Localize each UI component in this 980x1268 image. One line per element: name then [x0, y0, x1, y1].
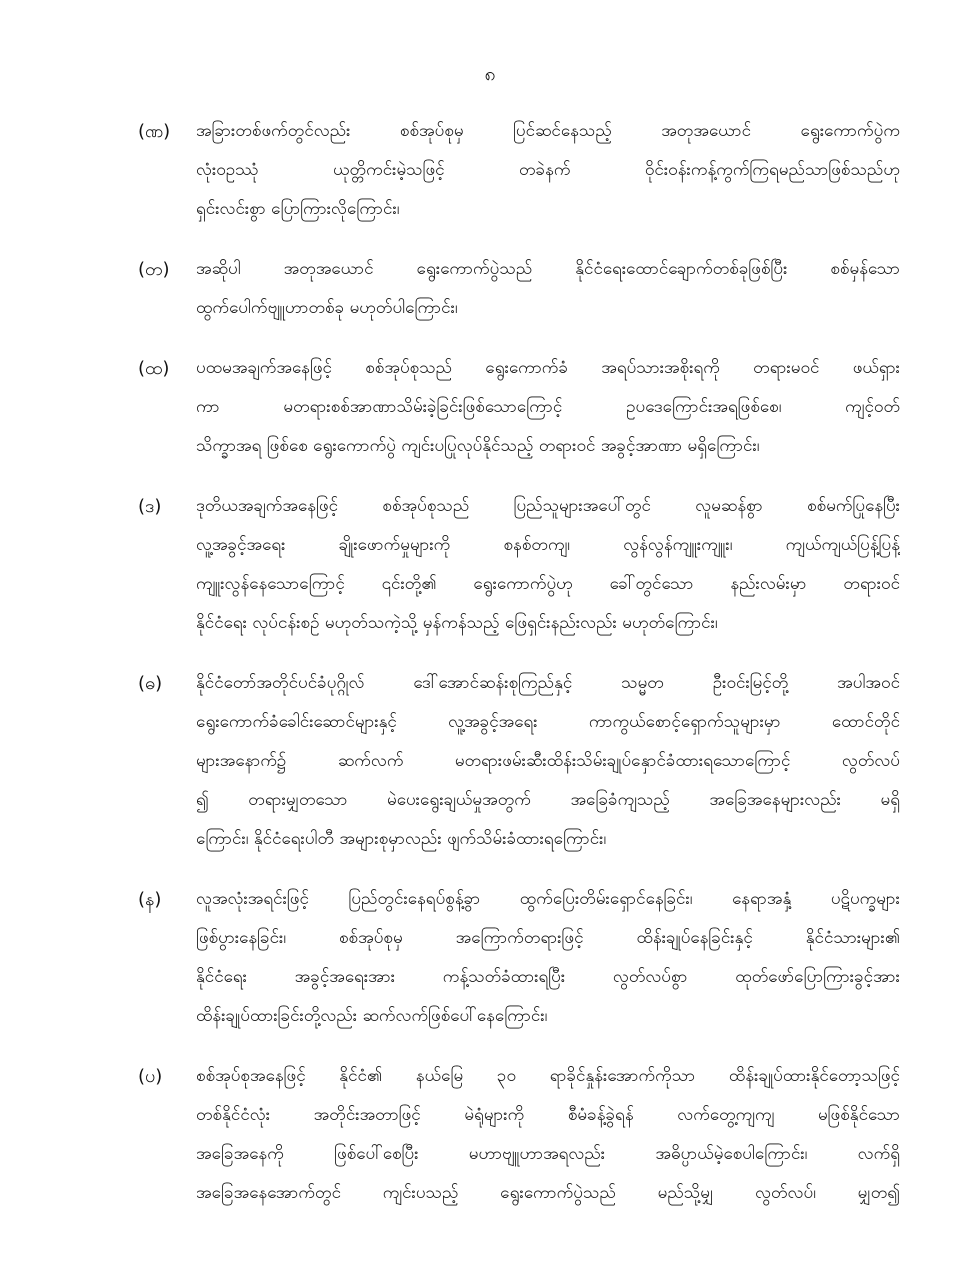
item-text	[196, 487, 900, 643]
item-text	[196, 880, 900, 1036]
text-line: နိုင်ငံရေး အခွင့်အရေးအား ကန့်သတ်ခံထားရပြီး လွတ်လပ်စွာ ထုတ်ဖော်ပြောကြားခွင့်အား	[196, 967, 900, 987]
text-line: ဒုတိယအချက်အနေဖြင့် စစ်အုပ်စုသည် ပြည်သူများအပေါ်တွင် လူမဆန်စွာ စစ်မက်ပြုနေပြီး	[196, 496, 900, 516]
text-line: ကြောင်း၊ နိုင်ငံရေးပါတီ အများစုမှာလည်း ဖျက်သိမ်းခံထားရကြောင်း၊	[196, 829, 607, 849]
item-marker: (န)	[138, 889, 162, 910]
text-line: သိက္ခာအရ ဖြစ်စေ ရွေးကောက်ပွဲ ကျင်းပပြုလုပ်နိုင်သည့် တရားဝင် အခွင့်အာဏာ မရှိကြောင်း၊	[196, 436, 760, 456]
item-marker: (ဓ)	[138, 673, 163, 694]
text-line: နိုင်ငံတော်အတိုင်ပင်ခံပုဂ္ဂိုလ် ဒေါ်အောင်ဆန်းစုကြည်နှင့် သမ္မတ ဦးဝင်းမြင့်တို့ အပါအဝင်	[196, 673, 900, 693]
text-line: များအနောက်၌ ဆက်လက် မတရားဖမ်းဆီးထိန်းသိမ်းချုပ်နှောင်ခံထားရသောကြောင့် လွတ်လပ်	[196, 751, 900, 771]
list-item	[138, 1057, 900, 1213]
text-line: အဆိုပါ အတုအယောင် ရွေးကောက်ပွဲသည် နိုင်ငံရေးထောင်ချောက်တစ်ခုဖြစ်ပြီး စစ်မှန်သော	[196, 259, 900, 279]
item-marker: (ပ)	[138, 1066, 163, 1087]
text-line: ရှင်းလင်းစွာ ပြောကြားလိုကြောင်း၊	[196, 199, 400, 219]
list-item	[138, 112, 900, 229]
list-item	[138, 664, 900, 859]
text-line: တစ်နိုင်ငံလုံး အတိုင်းအတာဖြင့် မဲရုံများကို စီမံခန့်ခွဲရန် လက်တွေ့ကျကျ မဖြစ်နိုင်သော	[196, 1105, 900, 1125]
text-line: အခြေအနေကို ဖြစ်ပေါ်စေပြီး မဟာဗျူဟာအရလည်း အဓိပ္ပာယ်မဲ့စေပါကြောင်း၊ လက်ရှိ	[196, 1144, 900, 1164]
item-marker: (တ)	[138, 259, 170, 280]
text-line: ၍ တရားမျှတသော မဲပေးရွေးချယ်မှုအတွက် အခြေခံကျသည့် အခြေအနေများလည်း မရှိ	[196, 790, 900, 810]
text-line: စစ်အုပ်စုအနေဖြင့် နိုင်ငံ၏ နယ်မြေ ၃၀ ရာခိုင်နှုန်းအောက်ကိုသာ ထိန်းချုပ်ထားနိုင်တော့သဖြင့်	[196, 1066, 900, 1086]
list-item	[138, 349, 900, 466]
item-text	[196, 250, 900, 328]
text-line: ရွေးကောက်ခံခေါင်းဆောင်များနှင့် လူ့အခွင့်အရေး ကာကွယ်စောင့်ရှောက်သူများမှာ ထောင်တိုင်	[196, 712, 900, 732]
item-marker: (ဒ)	[138, 496, 162, 517]
item-text	[196, 349, 900, 466]
text-line: လူအလုံးအရင်းဖြင့် ပြည်တွင်းနေရပ်စွန့်ခွာ ထွက်ပြေးတိမ်းရှောင်နေခြင်း၊ နေရာအနှံ့ ပဋိပက္ခများ	[196, 889, 900, 909]
text-line: လုံးဝဥဿုံ ယုတ္တိကင်းမဲ့သဖြင့် တခဲနက် ဝိုင်းဝန်းကန့်ကွက်ကြရမည်သာဖြစ်သည်ဟု	[196, 160, 900, 180]
text-line: ကျူးလွန်နေသောကြောင့် ၎င်းတို့၏ ရွေးကောက်ပွဲဟု ခေါ်တွင်သော နည်းလမ်းမှာ တရားဝင်	[196, 574, 900, 594]
text-line: ထွက်ပေါက်ဗျူဟာတစ်ခု မဟုတ်ပါကြောင်း၊	[196, 298, 458, 318]
document-body	[138, 112, 900, 1234]
list-item	[138, 880, 900, 1036]
text-line: အခြားတစ်ဖက်တွင်လည်း စစ်အုပ်စုမှ ပြင်ဆင်နေသည့် အတုအယောင် ရွေးကောက်ပွဲက	[196, 121, 900, 141]
text-line: လူ့အခွင့်အရေး ချိုးဖောက်မှုများကို စနစ်တကျ၊ လွန်လွန်ကျူးကျူး၊ ကျယ်ကျယ်ပြန့်ပြန့်	[196, 535, 900, 555]
item-text	[196, 664, 900, 859]
list-item	[138, 487, 900, 643]
text-line: ဖြစ်ပွားနေခြင်း၊ စစ်အုပ်စုမှ အကြောက်တရားဖြင့် ထိန်းချုပ်နေခြင်းနှင့် နိုင်ငံသားများ၏	[196, 928, 900, 948]
text-line: အခြေအနေအောက်တွင် ကျင်းပသည့် ရွေးကောက်ပွဲသည် မည်သို့မျှ လွတ်လပ်၊ မျှတ၍	[196, 1183, 900, 1203]
list-item	[138, 250, 900, 328]
text-line: ကာ မတရားစစ်အာဏာသိမ်းခဲ့ခြင်းဖြစ်သောကြောင့် ဥပဒေကြောင်းအရဖြစ်စေ၊ ကျင့်ဝတ်	[196, 397, 900, 417]
item-text	[196, 112, 900, 229]
item-marker: (ထ)	[138, 358, 170, 379]
text-line: ပထမအချက်အနေဖြင့် စစ်အုပ်စုသည် ရွေးကောက်ခံ အရပ်သားအစိုးရကို တရားမဝင် ဖယ်ရှား	[196, 358, 900, 378]
item-text	[196, 1057, 900, 1213]
item-marker: (ဏ)	[138, 121, 171, 142]
page-number: ၈	[484, 63, 496, 85]
text-line: နိုင်ငံရေး လုပ်ငန်းစဉ် မဟုတ်သကဲ့သို့ မှန်ကန်သည့် ဖြေရှင်းနည်းလည်း မဟုတ်ကြောင်း၊	[196, 613, 718, 633]
text-line: ထိန်းချုပ်ထားခြင်းတို့လည်း ဆက်လက်ဖြစ်ပေါ်နေကြောင်း၊	[196, 1006, 548, 1026]
